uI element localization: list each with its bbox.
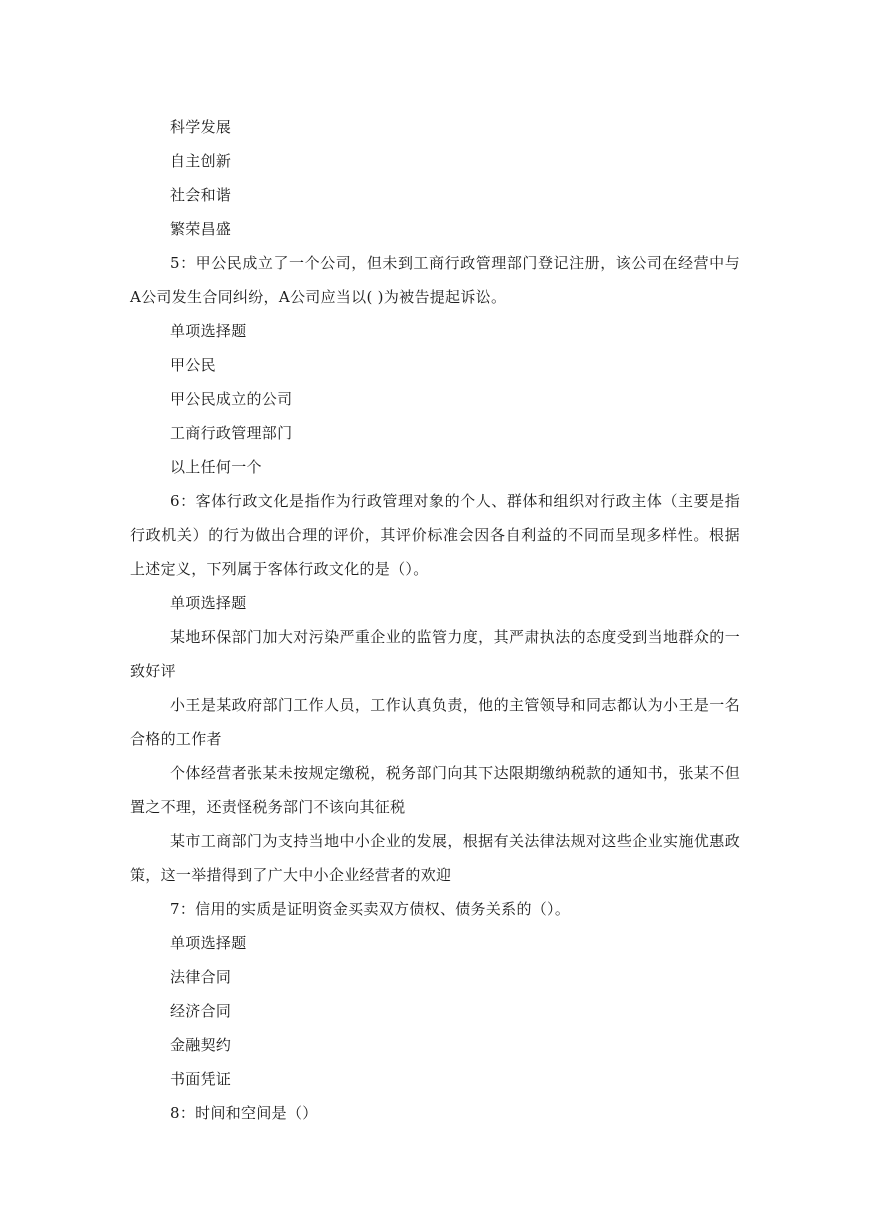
option-text: 工商行政管理部门 — [170, 424, 293, 442]
option-text: 某市工商部门为支持当地中小企业的发展，根据有关法律法规对这些企业实施优惠政策，这一举措得到了广大中小企业经营者的欢迎 — [130, 832, 740, 884]
option-text: 个体经营者张某未按规定缴税，税务部门向其下达限期缴纳税款的通知书，张某不但置之不理，还责怪税务部门不该向其征税 — [130, 764, 740, 816]
option-text: 小王是某政府部门工作人员，工作认真负责，他的主管领导和同志都认为小王是一名合格的工作者 — [130, 696, 740, 748]
question-type-label: 单项选择题 — [170, 934, 247, 952]
document-page — [130, 110, 740, 1130]
option-text: 自主创新 — [170, 152, 232, 170]
option-text: 社会和谐 — [170, 186, 232, 204]
option-text: 金融契约 — [170, 1036, 232, 1054]
option-text: 书面凭证 — [170, 1070, 232, 1088]
question-7: 7：信用的实质是证明资金买卖双方债权、债务关系的（）。 — [170, 900, 571, 918]
option-text: 以上任何一个 — [170, 458, 262, 476]
option-text: 甲公民成立的公司 — [170, 390, 293, 408]
question-8: 8：时间和空间是（） — [170, 1104, 318, 1122]
option-text: 科学发展 — [170, 118, 232, 136]
option-text: 繁荣昌盛 — [170, 220, 232, 238]
option-text: 甲公民 — [170, 356, 216, 374]
option-text: 法律合同 — [170, 968, 232, 986]
option-text: 经济合同 — [170, 1002, 232, 1020]
option-text: 某地环保部门加大对污染严重企业的监管力度，其严肃执法的态度受到当地群众的一致好评 — [130, 628, 740, 680]
question-type-label: 单项选择题 — [170, 322, 247, 340]
question-6: 6：客体行政文化是指作为行政管理对象的个人、群体和组织对行政主体（主要是指行政机关）的行为做出合理的评价，其评价标准会因各自利益的不同而呈现多样性。根据上述定义，下列属于客体行政文化的是（）。 — [130, 492, 740, 578]
question-type-label: 单项选择题 — [170, 594, 247, 612]
question-5: 5：甲公民成立了一个公司，但未到工商行政管理部门登记注册，该公司在经营中与A公司发生合同纠纷，A公司应当以( )为被告提起诉讼。 — [130, 254, 740, 306]
